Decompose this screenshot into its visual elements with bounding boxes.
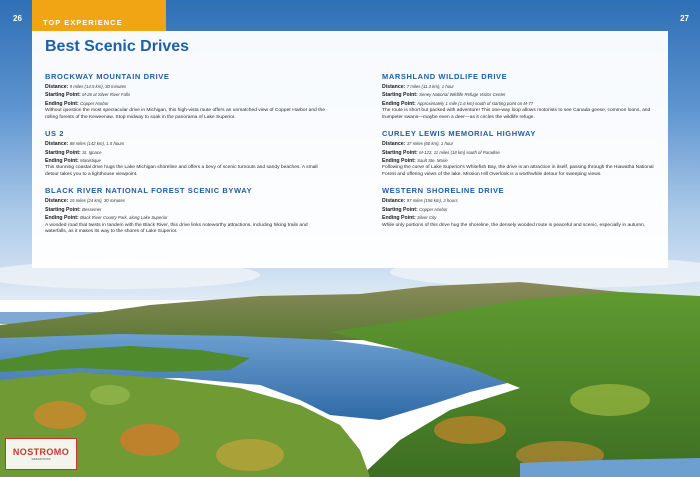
- starting-point-label: Starting Point:: [45, 149, 81, 156]
- drive-end: [45, 214, 325, 222]
- drive-start: [382, 206, 658, 214]
- starting-point-value: M-123, 11 miles (18 km) south of Paradise: [419, 149, 500, 155]
- distance-label: Distance:: [45, 141, 69, 148]
- drive-distance: [45, 83, 325, 91]
- section-tab: TOP EXPERIENCE: [32, 0, 166, 31]
- starting-point-value: M-26 at Silver River Falls: [82, 92, 131, 98]
- page-number-right: 27: [680, 14, 689, 23]
- starting-point-label: Starting Point:: [382, 206, 418, 213]
- distance-label: Distance:: [382, 84, 406, 90]
- drive-title: US 2: [45, 129, 65, 139]
- starting-point-value: Seney National Wildlife Refuge Visitor Center: [419, 92, 506, 98]
- logo-wordmark: NOSTROMO: [12, 447, 70, 457]
- drive-title: BLACK RIVER NATIONAL FOREST SCENIC BYWAY: [45, 186, 253, 196]
- drive-entry: [382, 72, 658, 121]
- drive-description: Following the curve of Lake Superior's Whitefish Bay, the drive is an attraction in itself, passing through the Hiawatha National Forest and offering views of the lake. Mission Hill Overlook is a worthwhile detour for sweeping views.: [382, 165, 654, 177]
- drive-distance: [382, 140, 658, 148]
- ending-point-value: Approximately 1 mile (1.6 km) south of starting point on M-77: [417, 100, 534, 106]
- ending-point-label: Ending Point:: [382, 215, 416, 222]
- ending-point-label: Ending Point:: [45, 100, 79, 107]
- drive-description: Without question the most spectacular drive in Michigan, this high-vista route offers an unmatched view of Copper Harbor and the rolling forests of the Keweenaw. Stop midway to soak in the panorama of Lake Superior.: [45, 108, 325, 120]
- ending-point-value: Sault Ste. Marie: [417, 158, 448, 164]
- ending-point-label: Ending Point:: [45, 158, 79, 165]
- drive-start: [45, 149, 325, 157]
- starting-point-value: Copper Harbor: [419, 206, 448, 212]
- drive-end: [382, 214, 658, 222]
- drive-entry: [382, 186, 658, 229]
- drive-distance: [45, 140, 325, 148]
- drive-title: MARSHLAND WILDLIFE DRIVE: [382, 72, 508, 81]
- right-column: [382, 72, 658, 237]
- drive-description: This stunning coastal drive hugs the Lake Michigan shoreline and offers a bevy of scenic turnouts and sandy beaches. A small detour takes you to a lighthouse viewpoint.: [45, 165, 318, 177]
- ending-point-label: Ending Point:: [382, 158, 416, 165]
- ending-point-label: Ending Point:: [45, 215, 79, 222]
- distance-value: 9 miles (14.5 km), 30 minutes: [69, 84, 127, 89]
- distance-value: 7 miles (11.3 km), 1 hour: [406, 84, 454, 89]
- drive-entry: [45, 129, 325, 178]
- drive-entry: [45, 186, 325, 235]
- drive-title: BROCKWAY MOUNTAIN DRIVE: [45, 72, 170, 81]
- starting-point-label: Starting Point:: [45, 206, 81, 213]
- logo-tagline: WEB EDITIONS: [31, 458, 51, 461]
- drive-title: CURLEY LEWIS MEMORIAL HIGHWAY: [382, 129, 536, 139]
- drive-distance: [382, 197, 658, 205]
- starting-point-label: Starting Point:: [382, 149, 418, 156]
- ending-point-value: Manistique: [80, 158, 101, 164]
- drive-entry: [382, 129, 658, 178]
- page-title: Best Scenic Drives: [45, 38, 190, 55]
- ending-point-value: Silver City: [417, 215, 437, 221]
- distance-value: 15 miles (24 km), 30 minutes: [69, 198, 125, 204]
- distance-label: Distance:: [382, 141, 406, 148]
- page-number-left: 26: [13, 14, 22, 23]
- drive-end: [45, 100, 325, 108]
- distance-label: Distance:: [45, 84, 69, 90]
- starting-point-value: St. Ignace: [82, 149, 102, 155]
- publisher-logo: [5, 438, 77, 470]
- drive-title: WESTERN SHORELINE DRIVE: [382, 186, 505, 196]
- starting-point-label: Starting Point:: [382, 92, 418, 99]
- drive-description: While only portions of this drive hug the shoreline, the densely wooded route is peaceful and scenic, especially in autumn.: [382, 222, 646, 228]
- drive-description: The route is short but packed with adventure! This one-way loop allows motorists to see Canada geese, common loons, and trumpeter swans—maybe even a deer—as it circles the wildlife refuge.: [382, 108, 651, 120]
- drive-distance: [45, 197, 325, 205]
- drive-entry: [45, 72, 325, 121]
- drive-start: [382, 149, 658, 157]
- distance-value: 88 miles (142 km), 1.5 hours: [69, 141, 125, 147]
- drive-end: [382, 100, 658, 108]
- drive-start: [45, 91, 325, 99]
- distance-value: 97 miles (156 km), 3 hours: [406, 198, 458, 204]
- starting-point-label: Starting Point:: [45, 92, 81, 99]
- drive-distance: [382, 83, 658, 91]
- drive-start: [382, 91, 658, 99]
- left-column: [45, 72, 325, 244]
- ending-point-label: Ending Point:: [382, 100, 416, 107]
- ending-point-value: Copper Harbor: [80, 100, 109, 106]
- distance-value: 37 miles (60 km), 1 hour: [406, 141, 454, 147]
- drive-start: [45, 206, 325, 214]
- ending-point-value: Black River County Park, along Lake Superior: [80, 215, 168, 221]
- starting-point-value: Bessemer: [82, 206, 102, 212]
- distance-label: Distance:: [45, 198, 69, 205]
- drive-description: A wooded road that twists in tandem with the Black River, this drive links noteworthy attractions, including hiking trails and waterfalls, as it makes its way to the shores of Lake Superior.: [45, 222, 308, 235]
- distance-label: Distance:: [382, 198, 406, 205]
